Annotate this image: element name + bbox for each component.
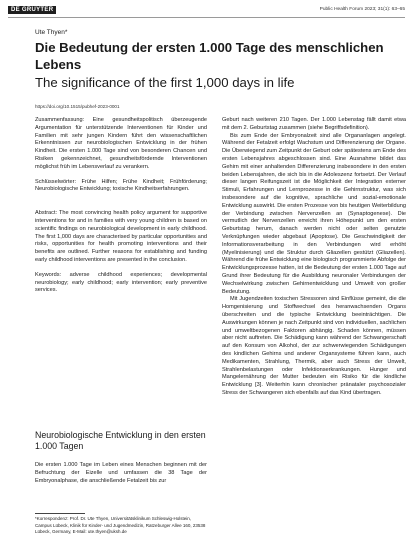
right-paragraph-2: Bis zum Ende der Embryonalzeit sind alle Organanlagen angelegt. Während der Fetalzeit erfolgt Wachstum und Differenzierung der Organe. Die Überwiegend zum Zeitpunkt der Geburt oder spätestens am Ende des ersten Lebensjahres abgeschlossen sind. Eine Ausnahme bildet das Gehirn mit einer anhaltenden Differenzierung insbesondere in den ersten beiden Lebensjahren, die sich bis in die Adoleszenz fortsetzt. Der Verlauf dieser langen Reifungszeit ist die Möglichkeit der Integration externer Stimuli, Erfahrungen und Lernprozesse in die Gehirnstruktur, was sich insbesondere auf die kognitive, sprachliche und sozial-emotionale Entwicklung auswirkt. Die ersten Prozesse von bis heutigen Weiterbildung der Verbindung zwischen Nervenzellen an (Synaptogenese). Die vermutlich der Nervenzellen erreicht ihren Höhepunkt um den ersten Geburtstag herum, danach werden nicht oder selten genutzte Verknüpfungen wieder abgebaut (Apoptose). Die Geschwindigkeit der Informationsverarbeitung in den Verbindungen wird erhöht (Myelinisierung) und die Struktur durch Gliazellen gestützt (Gliazellen). Während die frühe Entwicklung eine biologisch programmierte Abfolge der Entwicklungsprozesse hatten, ist die Bedeutung der ersten 1.000 Tage auf Grund ihrer Bedeutung für die Ausbildung neuronaler Verbindungen der Wechselwirkung zwischen Gehirnentwicklung und Umwelt von großer Bedeutung.	[222, 132, 406, 295]
keywords-english-paragraph: Keywords: adverse childhood experiences; developmental neurobiology; early childhood; early intervention; early preventive services.	[35, 271, 207, 294]
publisher-logo: DE GRUYTER	[8, 6, 56, 14]
right-paragraph-1: Geburt nach weiteren 210 Tagen. Der 1.000 Lebenstag fällt damit etwa mit dem 2. Geburtstag zusammen (siehe Begriffsdefinition).	[222, 117, 406, 131]
zusammenfassung-paragraph: Zusammenfassung: Eine gesundheitspolitisch überzeugende Argumentation für unterstützende Interventionen für Kinder und Familien mit sehr jungen Kindern führt den wissenschaftlichen Erkenntnissen zur neurobiologischen Entwicklung in der frühen Kindheit. Die ersten 1.000 Tage sind von besonderen Chancen und Risiken gekennzeichnet, gesundheitsfördernde Interventionen möglichst früh im Lebensverlauf zu verankern.	[35, 117, 207, 170]
author-name: Ute Thyen*	[35, 29, 68, 36]
keywords-german-paragraph: Schlüsselwörter: Frühe Hilfen; Frühe Kindheit; Frühförderung; Neurobiologische Entwicklung; toxische Kindheitserfahrungen.	[35, 178, 207, 193]
correspondence-footnote: *Korrespondenz: Prof. Dr. Ute Thyen, Universitätsklinikum Schleswig-Holstein, Campus Lübeck, Klinik für Kinder- und Jugendmedizin, Ratzeburger Allee 160, 23538 Lübeck, Germany, E-Mail: ute.thyen@uksh.de	[35, 516, 206, 534]
section-body	[35, 462, 207, 485]
article-title-english: The significance of the first 1,000 days in life	[35, 75, 295, 90]
section-body-paragraph: Die ersten 1.000 Tage im Leben eines Menschen beginnen mit der Befruchtung der Eizelle und umfassen die 38 Tage der Embryonalphase, die anschließende Fetalzeit bis zur	[35, 462, 207, 484]
doi-link[interactable]: https://doi.org/10.1515/pubhef-2023-0001	[35, 104, 120, 109]
page-header	[8, 6, 405, 18]
journal-citation: Public Health Forum 2023; 31(1): 63–65	[319, 7, 405, 12]
footnote-divider	[35, 513, 85, 514]
left-column	[35, 117, 207, 295]
right-column	[222, 117, 406, 398]
section-heading: Neurobiologische Entwicklung in den ersten 1.000 Tagen	[35, 430, 206, 451]
abstract-paragraph: Abstract: The most convincing health policy argument for supportive interventions for and in families with very young children is based on scientific findings on neurobiological development in early childhood. The first 1,000 days are characterised by particular opportunities and risks, opportunities for health promoting interventions and their benefits are outlined. Further reasons for establishing and funding early childhood interventions are presented in the conclusion.	[35, 210, 207, 263]
article-title-german: Die Bedeutung der ersten 1.000 Tage des menschlichen Lebens	[35, 40, 384, 72]
right-paragraph-3: Mit Jugendzeiten toxischen Stressoren sind Einflüsse gemeint, die die Homgenisierung und Stoffwechsel des heranwachsenden Organs überschreiten und die typische Entwicklung beeinträchtigen. Die Auswirkungen können je nach Zeitpunkt sind von individuellen, sachlichen und umweltbezogenen Faktoren abhängig. Schaden können, müssen aber nicht auftreten. Die Schädigung kann während der Schwangerschaft auf den Konsum von Alkohol, der zur schwerwiegenden Schädigungen des kindlichen Gehirns und anderer Organsysteme führen kann, auch Medikamenten, Strahlung, Thermik, aber auch Stress der Unwelt, Strahlenbelastungen oder Infektionserkrankungen. Hunger und Mangelernährung der Mutter bedeuten ein Risiko für die kindliche Entwicklung [3]. Weiterhin kann chronischer pränataler psychosozialer Stress der Schwangeren sich ebenfalls auf das Kind übertragen.	[222, 296, 406, 396]
